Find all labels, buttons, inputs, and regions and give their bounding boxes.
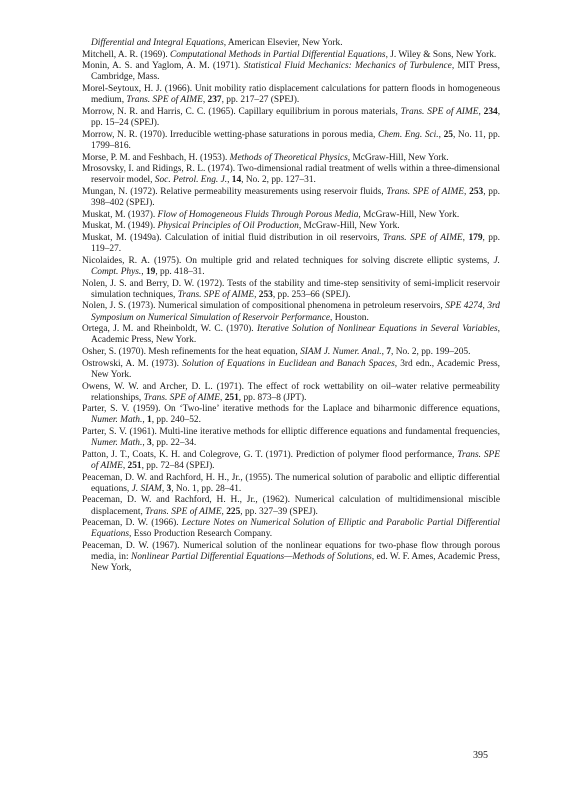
reference-title: Trans. SPE of AIME (177, 289, 255, 300)
reference-text: Ostrowski, A. M. (1973). (82, 358, 183, 369)
reference-text: Ortega, J. M. and Rheinboldt, W. C. (1970). (82, 324, 257, 335)
reference-text: , pp. 240–52. (151, 415, 201, 426)
reference-text: , (478, 106, 484, 117)
reference-entry (82, 427, 500, 449)
reference-title: Trans. SPE of AIME (382, 233, 463, 244)
reference-text: Muskat, M. (1949). (82, 221, 158, 232)
reference-entry (82, 187, 500, 209)
reference-volume: 14 (231, 175, 242, 186)
reference-entry (82, 347, 500, 358)
reference-title: Trans. SPE of AIME (145, 506, 222, 517)
reference-entry (82, 541, 500, 574)
reference-entry (82, 256, 500, 278)
reference-text: Owens, W. W. and Archer, D. L. (1971). The effect of rock wettability on oil–water relative permeability relationships, (82, 381, 500, 403)
reference-text: Peaceman, D. W. (1966). (82, 518, 182, 529)
reference-text: Peaceman, D. W. and Rachford, H. H., Jr., (1962). Numerical calculation of multidimensional miscible displacement, (82, 495, 500, 517)
reference-entry (82, 210, 500, 221)
reference-volume: 237 (207, 95, 222, 106)
reference-volume: 1 (147, 415, 152, 426)
reference-title: Computational Methods in Partial Differential Equations (170, 49, 386, 60)
reference-title: Lecture Notes on Numerical Solution of Elliptic and Parabolic Partial Differential Equations (91, 518, 500, 540)
reference-text: , pp. 253–66 (SPEJ). (272, 289, 351, 300)
reference-title: Iterative Solution of Nonlinear Equations in Several Variables (257, 324, 498, 335)
reference-text: Morel-Seytoux, H. J. (1966). Unit mobility ratio displacement calculations for pattern floods in homogeneous medium, (82, 84, 500, 106)
reference-title: J. SIAM (131, 483, 162, 494)
reference-text: Muskat, M. (1949a). Calculation of initial fluid distribution in oil reservoirs, (82, 233, 383, 244)
reference-text: , (381, 347, 387, 358)
reference-title: Trans. SPE of AIME (126, 95, 203, 106)
reference-text: Mungan, N. (1972). Relative permeability measurements using reservoir fluids, (82, 186, 387, 197)
reference-text: , pp. 217–27 (SPEJ). (221, 95, 300, 106)
reference-text: , American Elsevier, New York. (223, 38, 343, 48)
reference-title: Trans. SPE of AIME (386, 186, 465, 197)
reference-entry (82, 164, 500, 186)
reference-entry (82, 130, 500, 152)
reference-text: , Esso Production Research Company. (129, 529, 273, 540)
reference-text: Nolen, J. S. (1973). Numerical simulation of compositional phenomena in petroleum reservoirs, (82, 301, 446, 312)
reference-text: Peaceman, D. W. (1967). Numerical solution of the nonlinear equations for two-phase flow through porous media, in: (82, 540, 500, 563)
reference-title: Trans. SPE of AIME (400, 106, 479, 117)
reference-entry (82, 233, 500, 255)
reference-title: Flow of Homogeneous Fluids Through Porous Media (157, 209, 359, 220)
reference-text: , Houston. (330, 312, 369, 323)
reference-entry (82, 450, 500, 472)
reference-volume: 234 (483, 106, 498, 117)
reference-title: Trans. SPE of AIME (91, 449, 500, 471)
reference-text: Mrosovsky, I. and Ridings, R. L. (1974). Two-dimensional radial treatment of wells within a three-dimensional reservoir model, (82, 164, 500, 186)
reference-text: Monin, A. S. and Yaglom, A. M. (1971). (82, 61, 244, 72)
reference-entry (82, 301, 500, 323)
reference-text: Osher, S. (1970). Mesh refinements for the heat equation, (82, 347, 301, 358)
reference-text: , MIT Press, Cambridge, Mass. (91, 61, 501, 83)
reference-entry (82, 324, 500, 346)
reference-title: SIAM J. Numer. Anal. (300, 347, 382, 358)
reference-text: , No. 2, pp. 127–31. (241, 175, 316, 186)
reference-text: , (141, 267, 146, 277)
reference-text: , pp. 22–34. (151, 438, 197, 449)
reference-text: Patton, J. T., Coats, K. H. and Colegrove, G. T. (1971). Prediction of polymer flood performance, (82, 449, 458, 460)
reference-text: , (142, 438, 147, 449)
reference-text: , pp. 398–402 (SPEJ). (91, 186, 501, 209)
reference-list (82, 38, 500, 575)
reference-text: , (161, 483, 167, 494)
reference-text: , No. 2, pp. 199–205. (391, 347, 471, 358)
reference-text: , (438, 129, 444, 140)
reference-volume: 253 (258, 289, 273, 300)
reference-entry (82, 495, 500, 517)
reference-text: , (462, 233, 469, 244)
reference-title: Physical Principles of Oil Production (157, 221, 299, 232)
reference-entry (82, 404, 500, 426)
reference-volume: 251 (224, 392, 239, 403)
reference-text: , J. Wiley & Sons, New York. (385, 49, 497, 60)
reference-text: Muskat, M. (1937). (82, 209, 158, 220)
reference-text: , (220, 392, 225, 403)
reference-title: Methods of Theoretical Physics (229, 152, 348, 163)
reference-text: , pp. 119–27. (91, 233, 501, 255)
reference-entry (82, 61, 500, 83)
reference-text: Morse, P. M. and Feshbach, H. (1953). (82, 152, 230, 163)
reference-entry (82, 153, 500, 164)
reference-entry (82, 473, 500, 495)
reference-text: , McGraw-Hill, New York. (358, 209, 460, 220)
reference-text: Peaceman, D. W. and Rachford, H. H., Jr., (1955). The numerical solution of parabolic and elliptic differential equations, (82, 472, 500, 494)
reference-text: , (221, 506, 227, 517)
reference-entry (82, 518, 500, 540)
reference-text: , McGraw-Hill, New York. (347, 152, 449, 163)
reference-volume: 253 (469, 186, 484, 197)
reference-text: , (464, 186, 470, 197)
reference-entry (82, 38, 500, 49)
reference-entry (82, 382, 500, 404)
reference-text: , (202, 95, 208, 106)
reference-text: , 3rd edn., Academic Press, New York. (91, 358, 500, 380)
reference-text: Parter, S. V. (1959). On ‘Two-line’ iterative methods for the Laplace and biharmonic difference equations, (82, 404, 500, 415)
reference-text: , McGraw-Hill, New York. (298, 221, 400, 232)
reference-text: , pp. 72–84 (SPEJ). (141, 460, 215, 471)
reference-volume: 3 (147, 438, 152, 449)
reference-text: , pp. 873–8 (JPT). (238, 392, 307, 403)
reference-text: Mitchell, A. R. (1969). (82, 49, 171, 60)
page-number: 395 (473, 750, 488, 761)
reference-text: , (122, 460, 128, 471)
reference-text: , (142, 415, 147, 426)
reference-text: , (227, 175, 232, 186)
reference-volume: 179 (468, 233, 483, 244)
reference-text: , No. 1, pp. 28–41. (171, 483, 242, 494)
reference-text: , pp. 418–31. (155, 267, 205, 277)
reference-text: Nicolaides, R. A. (1975). On multiple grid and related techniques for solving discrete elliptic systems, (82, 255, 494, 266)
reference-title: Trans. SPE of AIME (143, 392, 220, 403)
reference-entry (82, 279, 500, 301)
reference-text: , pp. 327–39 (SPEJ). (240, 506, 318, 517)
reference-entry (82, 359, 500, 381)
reference-volume: 225 (226, 506, 241, 517)
reference-volume: 25 (443, 129, 453, 140)
reference-volume: 19 (145, 267, 156, 277)
reference-text: , ed. W. F. Ames, Academic Press, New York, (91, 552, 500, 574)
reference-text: Morrow, N. R. (1970). Irreducible wetting-phase saturations in porous media, (82, 129, 378, 140)
reference-text: Morrow, N. R. and Harris, C. C. (1965). Capillary equilibrium in porous materials, (82, 106, 401, 117)
reference-entry (82, 221, 500, 232)
reference-text: , No. 11, pp. 1799–816. (91, 129, 501, 151)
reference-entry (82, 84, 500, 106)
reference-title: Chem. Eng. Sci. (377, 129, 439, 140)
reference-volume: 3 (166, 483, 172, 494)
reference-title: Differential and Integral Equations (91, 38, 224, 48)
reference-title: Statistical Fluid Mechanics: Mechanics of Turbulence (243, 61, 452, 72)
reference-title: J. Compt. Phys. (91, 255, 500, 277)
reference-title: SPE 4274, 3rd Symposium on Numerical Simulation of Reservoir Performance (91, 301, 500, 323)
reference-entry (82, 50, 500, 61)
reference-title: Nonlinear Partial Differential Equations—Methods of Solutions (130, 552, 372, 563)
reference-text: , pp. 15–24 (SPEJ). (91, 106, 501, 129)
reference-title: Numer. Math. (91, 438, 143, 449)
reference-text: , (254, 289, 259, 300)
reference-title: Solution of Equations in Euclidean and Banach Spaces (182, 358, 395, 369)
reference-title: Numer. Math. (91, 415, 143, 426)
reference-text: Nolen, J. S. and Berry, D. W. (1972). Tests of the stability and time-step sensitivity of semi-implicit reservoir simulation techniques, (82, 278, 500, 300)
reference-entry (82, 107, 500, 129)
reference-volume: 7 (386, 347, 392, 358)
reference-title: Soc. Petrol. Eng. J. (154, 175, 228, 186)
reference-volume: 251 (127, 460, 142, 471)
reference-text: , Academic Press, New York. (91, 324, 500, 346)
reference-text: Parter, S. V. (1961). Multi-line iterative methods for elliptic difference equations and fundamental frequencies, (82, 427, 500, 438)
